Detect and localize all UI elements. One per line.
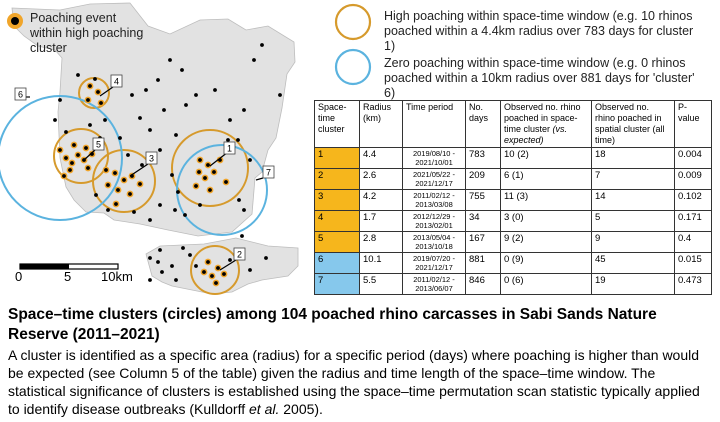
caption-body: [8, 346, 714, 418]
scale-label-5: 5: [64, 269, 72, 284]
poaching-event: [140, 163, 144, 167]
poaching-event: [86, 98, 90, 102]
legend-zero-label: Zero poaching within space-time window (e.g. 0 rhinos poached within a 10km radius over 881 days for 'cluster' 6): [384, 56, 695, 100]
poaching-event: [128, 192, 132, 196]
legend-zero-circle-icon: [334, 48, 372, 86]
poaching-event: [62, 174, 66, 178]
poaching-event: [72, 143, 76, 147]
poaching-event: [188, 253, 192, 257]
poaching-event: [148, 278, 152, 282]
poaching-event: [168, 58, 172, 62]
poaching-event: [170, 264, 174, 268]
poaching-event: [216, 266, 220, 270]
poaching-event: [58, 98, 62, 102]
poaching-event: [158, 203, 162, 207]
cell-spatial: 14: [592, 190, 675, 211]
cell-radius: 4.2: [360, 190, 403, 211]
poaching-event: [86, 166, 90, 170]
poaching-event: [242, 108, 246, 112]
cluster-label-2: 2: [236, 249, 243, 260]
col-header-cluster: Space-time cluster: [315, 101, 360, 148]
col-header-pvalue: P-value: [675, 101, 712, 148]
table-row: [315, 169, 712, 190]
poaching-event: [240, 234, 244, 238]
poaching-event: [118, 136, 122, 140]
poaching-event: [94, 193, 98, 197]
poaching-event: [242, 208, 246, 212]
poaching-event: [194, 93, 198, 97]
callout-line-7: [256, 178, 263, 180]
caption-title: Space–time clusters (circles) among 104 poached rhino carcasses in Sabi Sands Nature Reserve (2011–2021): [8, 306, 657, 343]
poaching-event: [116, 188, 120, 192]
poaching-event: [197, 170, 201, 174]
cell-p: 0.171: [675, 211, 712, 232]
legend-high-circle-icon: [334, 3, 372, 41]
poaching-event: [202, 270, 206, 274]
caption-body-em: et al.: [249, 401, 280, 417]
poaching-event: [160, 270, 164, 274]
poaching-event: [96, 90, 100, 94]
cell-cluster: 5: [315, 232, 360, 253]
cell-cluster: 4: [315, 211, 360, 232]
cell-spatial: 7: [592, 169, 675, 190]
poaching-event: [88, 84, 92, 88]
poaching-event: [148, 256, 152, 260]
poaching-event: [132, 210, 136, 214]
poaching-event: [113, 171, 117, 175]
cluster-label-1: 1: [226, 143, 233, 154]
poaching-event: [180, 68, 184, 72]
table-row: [315, 211, 712, 232]
poaching-event: [76, 73, 80, 77]
cell-observed: 11 (3): [501, 190, 592, 211]
poaching-event: [64, 130, 68, 134]
poaching-event: [76, 153, 80, 157]
poaching-event: [224, 180, 228, 184]
poaching-event: [103, 118, 107, 122]
poaching-event: [198, 203, 202, 207]
poaching-event: [278, 93, 282, 97]
col-header-radius: Radius (km): [360, 101, 403, 148]
cell-p: 0.004: [675, 148, 712, 169]
cell-period: 2019/08/10 - 2021/10/01: [403, 148, 466, 169]
cell-days: 209: [466, 169, 501, 190]
legend-dot-icon: [4, 10, 26, 32]
poaching-event: [222, 272, 226, 276]
poaching-event: [260, 43, 264, 47]
cell-observed: 0 (9): [501, 253, 592, 274]
cell-radius: 5.5: [360, 274, 403, 295]
poaching-event: [104, 168, 108, 172]
poaching-event: [228, 258, 232, 262]
cell-radius: 4.4: [360, 148, 403, 169]
poaching-event: [173, 208, 177, 212]
col-header-observed: [501, 101, 592, 148]
cluster-label-6: 6: [17, 89, 24, 100]
poaching-event: [210, 274, 214, 278]
poaching-event: [228, 118, 232, 122]
poaching-event: [208, 188, 212, 192]
poaching-event: [206, 163, 210, 167]
cell-radius: 2.6: [360, 169, 403, 190]
poaching-event: [174, 278, 178, 282]
poaching-event: [68, 168, 72, 172]
poaching-event: [130, 93, 134, 97]
poaching-event: [99, 101, 103, 105]
cluster-label-3: 3: [148, 153, 155, 164]
table-row: [315, 190, 712, 211]
poaching-event: [194, 264, 198, 268]
poaching-event: [53, 118, 57, 122]
poaching-event: [156, 78, 160, 82]
poaching-event: [176, 190, 180, 194]
poaching-event: [212, 170, 216, 174]
poaching-event: [226, 138, 230, 142]
cell-spatial: 5: [592, 211, 675, 232]
caption-body-1: A cluster is identified as a specific area (radius) for a specific period (days) where poaching is higher than would be expected (see Column 5 of the table) given the radius and time length of the space–time window. The statistical significance of clusters is established using the space–time permutation scan statistic typically applied to identify disease outbreaks (Kulldorff: [8, 347, 700, 417]
cell-observed: 9 (2): [501, 232, 592, 253]
poaching-event: [106, 208, 110, 212]
poaching-event: [114, 202, 118, 206]
scale-label-0: 0: [15, 269, 23, 284]
poaching-event: [170, 173, 174, 177]
poaching-event: [194, 184, 198, 188]
poaching-event: [181, 246, 185, 250]
cell-period: 2011/02/12 - 2013/06/07: [403, 274, 466, 295]
poaching-event: [158, 148, 162, 152]
table-row: [315, 148, 712, 169]
poaching-event: [183, 213, 187, 217]
poaching-event: [58, 148, 62, 152]
poaching-event: [213, 88, 217, 92]
cluster-table: [314, 100, 712, 295]
col-header-period: Time period: [403, 101, 466, 148]
poaching-event: [158, 248, 162, 252]
scale-label-10km: 10km: [101, 269, 133, 284]
poaching-event: [162, 108, 166, 112]
cluster-label-4: 4: [113, 76, 120, 87]
cell-p: 0.015: [675, 253, 712, 274]
cell-cluster: 6: [315, 253, 360, 274]
poaching-event: [264, 256, 268, 260]
col-header-spatial: Observed no. rhino poached in spatial cluster (all time): [592, 101, 675, 148]
table-row: [315, 232, 712, 253]
poaching-event: [248, 268, 252, 272]
poaching-event: [174, 133, 178, 137]
cell-observed: 3 (0): [501, 211, 592, 232]
cell-period: 2019/07/20 - 2021/12/17: [403, 253, 466, 274]
cell-spatial: 9: [592, 232, 675, 253]
poaching-event: [184, 103, 188, 107]
poaching-event: [122, 178, 126, 182]
cell-spatial: 19: [592, 274, 675, 295]
cell-p: 0.473: [675, 274, 712, 295]
poaching-event: [248, 158, 252, 162]
table-row: [315, 253, 712, 274]
poaching-event: [64, 156, 68, 160]
cell-radius: 1.7: [360, 211, 403, 232]
cell-radius: 2.8: [360, 232, 403, 253]
cell-observed: 10 (2): [501, 148, 592, 169]
poaching-event: [236, 138, 240, 142]
cell-cluster: 3: [315, 190, 360, 211]
cell-days: 34: [466, 211, 501, 232]
cell-p: 0.4: [675, 232, 712, 253]
cell-days: 167: [466, 232, 501, 253]
poaching-event: [148, 128, 152, 132]
cluster-label-5: 5: [95, 139, 102, 150]
cell-p: 0.009: [675, 169, 712, 190]
table-row: [315, 274, 712, 295]
poaching-event: [70, 161, 74, 165]
cell-days: 783: [466, 148, 501, 169]
poaching-event: [93, 77, 97, 81]
poaching-event: [252, 58, 256, 62]
cell-days: 755: [466, 190, 501, 211]
poaching-event: [214, 281, 218, 285]
table-header-row: [315, 101, 712, 148]
cell-period: 2021/05/22 - 2021/12/17: [403, 169, 466, 190]
col-header-days: No. days: [466, 101, 501, 148]
cell-spatial: 18: [592, 148, 675, 169]
cluster-label-7: 7: [265, 167, 272, 178]
legend-dot-label: Poaching event within high poaching cluster: [30, 11, 144, 55]
cell-days: 846: [466, 274, 501, 295]
cell-cluster: 1: [315, 148, 360, 169]
cell-cluster: 2: [315, 169, 360, 190]
caption-body-2: 2005).: [279, 401, 323, 417]
col-header-observed-text: Observed no. rhino poached in space-time cluster (vs. expected): [504, 102, 581, 145]
cell-cluster: 7: [315, 274, 360, 295]
poaching-event: [126, 153, 130, 157]
poaching-event: [198, 158, 202, 162]
legend-high-label: High poaching within space-time window (e.g. 10 rhinos poached within a 4.4km radius over 783 days for cluster 1): [384, 9, 694, 53]
poaching-event: [148, 218, 152, 222]
cell-observed: 6 (1): [501, 169, 592, 190]
poaching-event: [106, 183, 110, 187]
poaching-event: [88, 123, 92, 127]
poaching-event: [206, 260, 210, 264]
poaching-event: [138, 116, 142, 120]
cell-observed: 0 (6): [501, 274, 592, 295]
cell-period: 2013/05/04 - 2013/10/18: [403, 232, 466, 253]
cell-p: 0.102: [675, 190, 712, 211]
cell-period: 2012/12/29 - 2013/02/01: [403, 211, 466, 232]
poaching-event: [237, 198, 241, 202]
cell-radius: 10.1: [360, 253, 403, 274]
poaching-event: [138, 182, 142, 186]
poaching-event: [144, 88, 148, 92]
cell-days: 881: [466, 253, 501, 274]
poaching-event: [156, 260, 160, 264]
cell-spatial: 45: [592, 253, 675, 274]
poaching-event: [203, 176, 207, 180]
cell-period: 2011/02/12 - 2013/03/08: [403, 190, 466, 211]
poaching-event: [84, 146, 88, 150]
